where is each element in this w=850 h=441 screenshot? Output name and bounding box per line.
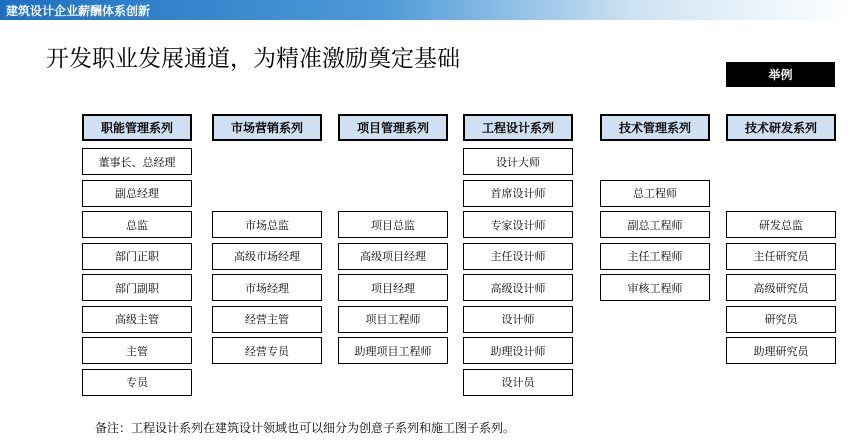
position-box: 市场经理 — [212, 274, 322, 301]
position-box: 主任研究员 — [726, 243, 836, 270]
banner-title: 建筑设计企业薪酬体系创新 — [6, 4, 151, 18]
position-box: 审核工程师 — [600, 274, 710, 301]
position-box: 高级设计师 — [463, 274, 573, 301]
top-banner — [0, 0, 850, 20]
legend-badge — [726, 62, 835, 87]
position-box: 助理设计师 — [463, 337, 573, 364]
position-box: 项目经理 — [338, 274, 448, 301]
position-box: 研发总监 — [726, 211, 836, 238]
position-box: 专员 — [82, 369, 192, 396]
position-box: 副总工程师 — [600, 211, 710, 238]
position-box: 总监 — [82, 211, 192, 238]
column-header: 工程设计系列 — [463, 114, 573, 141]
position-box: 项目工程师 — [338, 306, 448, 333]
position-box: 高级研究员 — [726, 274, 836, 301]
position-box: 项目总监 — [338, 211, 448, 238]
position-box: 高级主管 — [82, 306, 192, 333]
position-box: 总工程师 — [600, 180, 710, 207]
page-title: 开发职业发展通道，为精准激励奠定基础 — [46, 46, 460, 72]
position-box: 首席设计师 — [463, 180, 573, 207]
position-box: 助理项目工程师 — [338, 337, 448, 364]
column-header: 职能管理系列 — [82, 114, 192, 141]
position-box: 主任设计师 — [463, 243, 573, 270]
legend-label: 举例 — [768, 68, 793, 82]
position-box: 部门正职 — [82, 243, 192, 270]
position-box: 主管 — [82, 337, 192, 364]
position-box: 高级市场经理 — [212, 243, 322, 270]
position-box: 经营主管 — [212, 306, 322, 333]
position-box: 设计大师 — [463, 148, 573, 175]
position-box: 设计师 — [463, 306, 573, 333]
column-header: 项目管理系列 — [338, 114, 448, 141]
column-header: 技术研发系列 — [726, 114, 836, 141]
position-box: 主任工程师 — [600, 243, 710, 270]
position-box: 副总经理 — [82, 180, 192, 207]
position-box: 董事长、总经理 — [82, 148, 192, 175]
footnote: 备注：工程设计系列在建筑设计领域也可以细分为创意子系列和施工图子系列。 — [95, 421, 516, 435]
position-box: 助理研究员 — [726, 337, 836, 364]
position-box: 经营专员 — [212, 337, 322, 364]
column-header: 技术管理系列 — [600, 114, 710, 141]
position-box: 设计员 — [463, 369, 573, 396]
position-box: 高级项目经理 — [338, 243, 448, 270]
column-header: 市场营销系列 — [212, 114, 322, 141]
position-box: 市场总监 — [212, 211, 322, 238]
position-box: 专家设计师 — [463, 211, 573, 238]
position-box: 研究员 — [726, 306, 836, 333]
position-box: 部门副职 — [82, 274, 192, 301]
